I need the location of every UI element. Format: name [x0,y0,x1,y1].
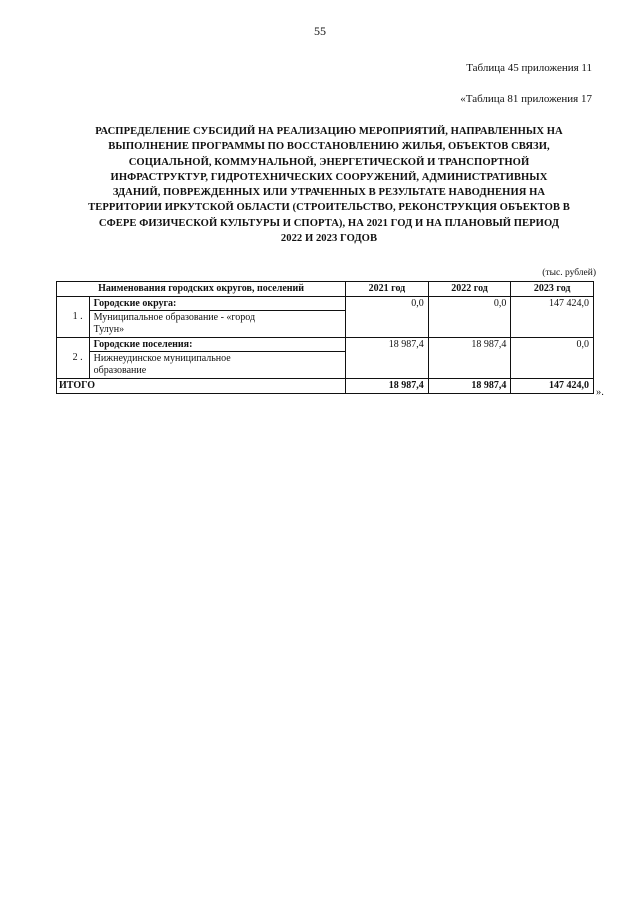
closing-quote: ». [596,387,604,398]
item-name [89,311,346,338]
total-2022: 18 987,4 [428,379,511,394]
item-name-line: Тулун» [93,324,125,335]
group-row-urban-districts [57,297,594,311]
table-reference: Таблица 45 приложения 11 [466,62,592,74]
value-2021: 0,0 [346,297,429,338]
value-2021: 18 987,4 [346,338,429,379]
item-number: 2 . [72,352,83,363]
value-2023: 0,0 [511,338,594,379]
value-2022: 18 987,4 [428,338,511,379]
group-num-cell [57,338,90,379]
group-label: Городские поселения: [89,338,346,352]
item-number: 1 . [72,311,83,322]
replaced-table-reference: «Таблица 81 приложения 17 [460,93,592,105]
item-num-spacer [61,298,85,311]
header-name: Наименования городских округов, поселений [57,282,346,297]
total-2021: 18 987,4 [346,379,429,394]
page-number: 55 [314,24,326,38]
title-line: ЗДАНИЙ, ПОВРЕЖДЕННЫХ ИЛИ УТРАЧЕННЫХ В РЕЗУЛЬТАТЕ НАВОДНЕНИЯ НА [112,187,546,199]
item-name [89,352,346,379]
header-2021: 2021 год [346,282,429,297]
group-num-cell [57,297,90,338]
title-line: СОЦИАЛЬНОЙ, КОММУНАЛЬНОЙ, ЭНЕРГЕТИЧЕСКОЙ И ТРАНСПОРТНОЙ [128,156,530,168]
item-name-line: Нижнеудинское муниципальное [93,353,231,364]
title-line: ТЕРРИТОРИИ ИРКУТСКОЙ ОБЛАСТИ (СТРОИТЕЛЬСТВО, РЕКОНСТРУКЦИЯ ОБЪЕКТОВ В [88,202,570,214]
units-note: (тыс. рублей) [542,268,596,278]
header-2022: 2022 год [428,282,511,297]
total-2023: 147 424,0 [511,379,594,394]
title-line: ИНФРАСТРУКТУР, ГИДРОТЕХНИЧЕСКИХ СООРУЖЕНИЙ, АДМИНИСТРАТИВНЫХ [110,171,548,183]
group-row-urban-settlements [57,338,594,352]
title-line: ВЫПОЛНЕНИЕ ПРОГРАММЫ ПО ВОССТАНОВЛЕНИЮ ЖИЛЬЯ, ОБЪЕКТОВ СВЯЗИ, [108,141,550,153]
value-2022: 0,0 [428,297,511,338]
item-num-spacer [61,339,85,352]
total-row [57,379,594,394]
title-line: РАСПРЕДЕЛЕНИЕ СУБСИДИЙ НА РЕАЛИЗАЦИЮ МЕРОПРИЯТИЙ, НАПРАВЛЕННЫХ НА [95,126,563,137]
table-header-row [57,282,594,297]
subsidies-table [56,281,594,394]
header-2023: 2023 год [511,282,594,297]
title-line: СФЕРЕ ФИЗИЧЕСКОЙ КУЛЬТУРЫ И СПОРТА), НА 2021 ГОД И НА ПЛАНОВЫЙ ПЕРИОД [98,217,560,229]
item-name-line: образование [93,365,147,376]
group-label: Городские округа: [89,297,346,311]
item-name-line: Муниципальное образование - «город [93,312,256,323]
title-line: 2022 И 2023 ГОДОВ [280,233,378,245]
document-title [64,124,594,246]
total-label: ИТОГО [57,379,346,394]
value-2023: 147 424,0 [511,297,594,338]
